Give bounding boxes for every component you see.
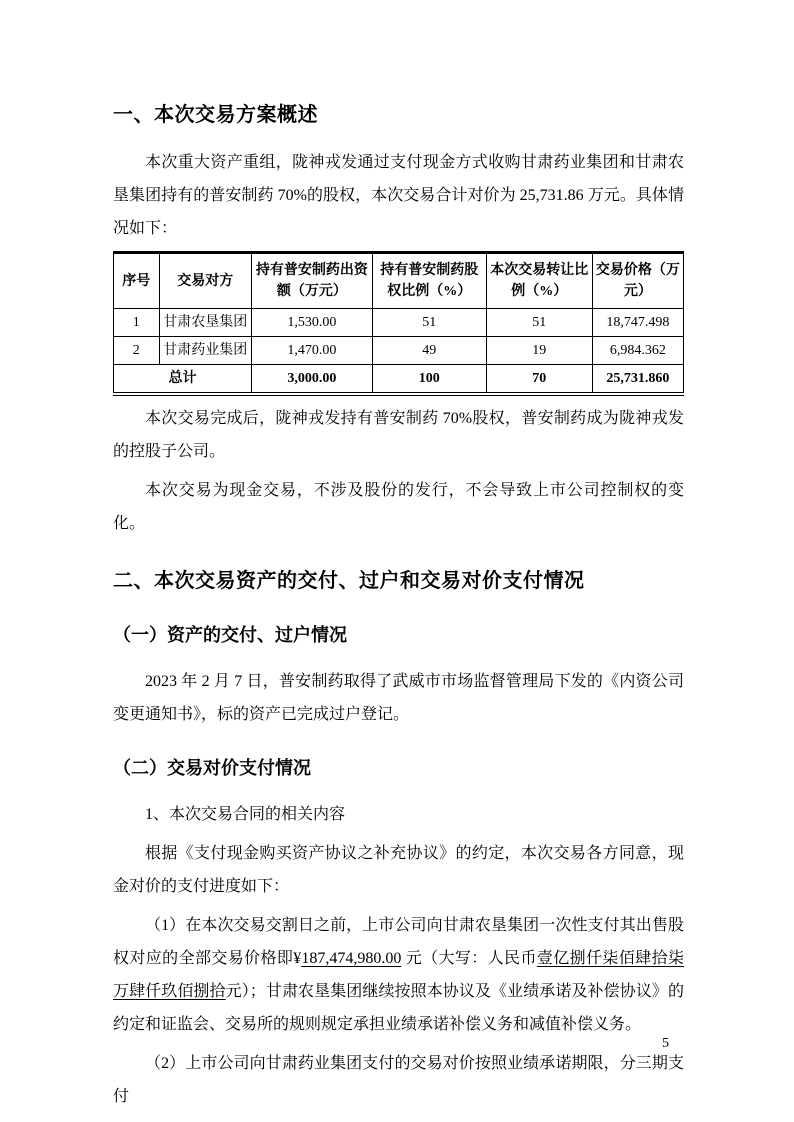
payment-amount-numeric: 187,474,980.00 — [301, 950, 402, 967]
table-cell: 1,530.00 — [251, 309, 372, 337]
paragraph-payment-schedule-intro: 根据《支付现金购买资产协议之补充协议》的约定，本次交易各方同意，现金对价的支付进度如下： — [113, 845, 684, 895]
paragraph-cash-deal: 本次交易为现金交易，不涉及股份的发行，不会导致上市公司控制权的变化。 — [113, 482, 684, 532]
payment-amount-chinese: 壹亿捌仟柒佰肆拾柒万肆仟玖佰捌拾 — [113, 950, 684, 1000]
heading-sub-one: （一）资产的交付、过户情况 — [113, 625, 347, 645]
table-cell: 1,470.00 — [251, 337, 372, 365]
transaction-table — [113, 251, 684, 396]
table-cell: 3,000.00 — [251, 365, 372, 395]
table-cell: 51 — [486, 309, 592, 337]
table-cell: 100 — [372, 365, 486, 395]
heading-section-two: 二、本次交易资产的交付、过户和交易对价支付情况 — [113, 570, 585, 592]
table-cell: 1 — [114, 309, 160, 337]
table-header-cell: 序号 — [114, 253, 160, 309]
payment-text-pre: （1）在本次交易交割日之前，上市公司向甘肃农垦集团一次性支付其出售股权对应的全部交易价格即¥ — [113, 917, 684, 967]
table-row — [114, 309, 684, 337]
table-header-cell: 持有普安制药出资额（万元） — [251, 253, 372, 309]
table-cell: 25,731.860 — [592, 365, 683, 395]
table-header-cell: 交易对方 — [159, 253, 251, 309]
table-header-cell: 本次交易转让比例（%） — [486, 253, 592, 309]
table-cell: 19 — [486, 337, 592, 365]
table-cell: 甘肃药业集团 — [159, 337, 251, 365]
table-total-row — [114, 365, 684, 395]
table-header-cell: 持有普安制药股权比例（%） — [372, 253, 486, 309]
table-cell: 49 — [372, 337, 486, 365]
table-cell: 6,984.362 — [592, 337, 683, 365]
heading-section-one: 一、本次交易方案概述 — [113, 104, 318, 126]
table-header-cell: 交易价格（万元） — [592, 253, 683, 309]
paragraph-completion: 本次交易完成后，陇神戎发持有普安制药 70%股权，普安制药成为陇神戎发的控股子公司。 — [113, 410, 684, 460]
table-cell: 甘肃农垦集团 — [159, 309, 251, 337]
table-cell: 51 — [372, 309, 486, 337]
table-header-row — [114, 253, 684, 309]
payment-text-post: 元）；甘肃农垦集团继续按照本协议及《业绩承诺及补偿协议》的约定和证监会、交易所的规则规定承担业绩承诺补偿义务和减值补偿义务。 — [113, 983, 684, 1033]
table-cell: 70 — [486, 365, 592, 395]
page-number: 5 — [662, 1036, 669, 1051]
table-cell: 18,747.498 — [592, 309, 683, 337]
heading-sub-two: （二）交易对价支付情况 — [113, 758, 311, 778]
table-row — [114, 337, 684, 365]
paragraph-contract-content: 1、本次交易合同的相关内容 — [145, 806, 346, 823]
paragraph-transfer-registration: 2023 年 2 月 7 日，普安制药取得了武威市市场监督管理局下发的《内资公司变更通知书》，标的资产已完成过户登记。 — [113, 673, 684, 723]
table-cell: 2 — [114, 337, 160, 365]
table-total-label: 总计 — [114, 365, 252, 395]
payment-text-mid: 元（大写：人民币 — [401, 950, 537, 967]
paragraph-payment-item-1 — [113, 909, 684, 1041]
paragraph-payment-item-2: （2）上市公司向甘肃药业集团支付的交易对价按照业绩承诺期限，分三期支付 — [113, 1055, 684, 1105]
paragraph-overview: 本次重大资产重组，陇神戎发通过支付现金方式收购甘肃药业集团和甘肃农垦集团持有的普安制药 70%的股权，本次交易合计对价为 25,731.86 万元。具体情况如下： — [113, 154, 684, 237]
